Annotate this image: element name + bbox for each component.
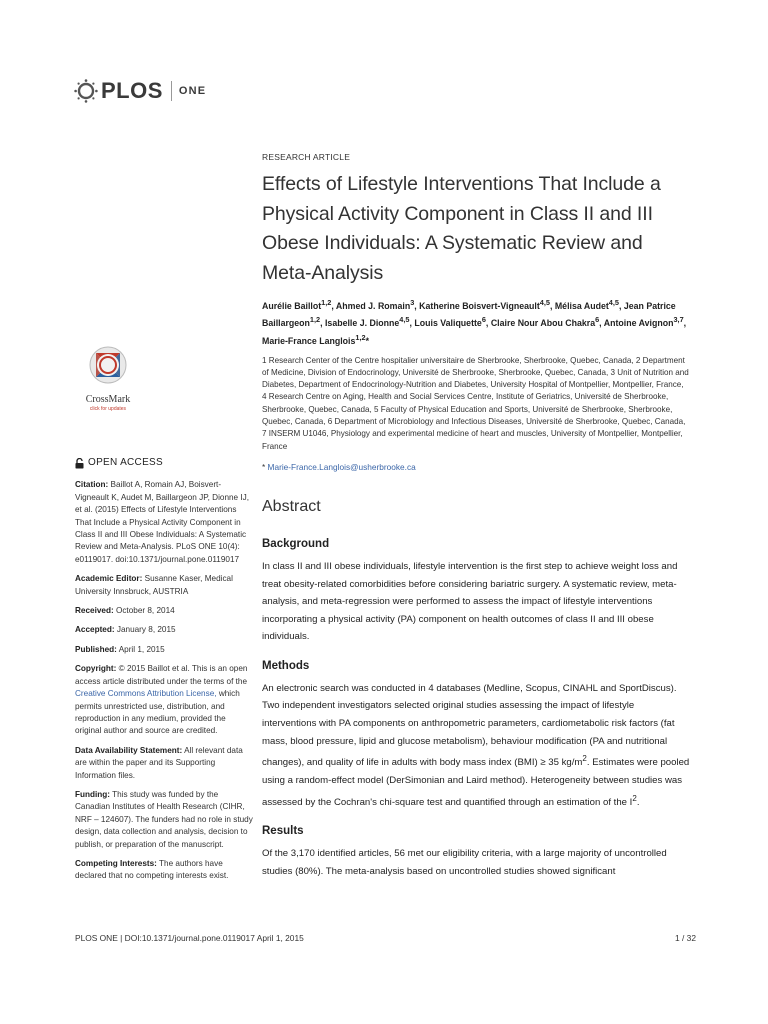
crossmark-sublabel: click for updates bbox=[89, 406, 127, 412]
corresponding-star: * bbox=[262, 461, 266, 472]
data-availability-block bbox=[75, 745, 253, 782]
received-block bbox=[75, 605, 253, 617]
author-affiliation-number: 6 bbox=[481, 315, 486, 325]
published-block bbox=[75, 644, 253, 656]
crossmark-badge[interactable] bbox=[76, 345, 140, 412]
competing-interests-text: The authors have declared that no competing interests exist. bbox=[75, 858, 229, 881]
open-lock-icon bbox=[75, 458, 84, 469]
author-name bbox=[262, 298, 336, 311]
author-name-text: Mélisa Audet bbox=[554, 300, 609, 311]
author-separator: , bbox=[414, 300, 420, 311]
methods-superscript-2: 2 bbox=[632, 793, 637, 803]
article-title: Effects of Lifestyle Interventions That Include a Physical Activity Component in Class II and III Obese Individuals: A Systematic Review and Meta-Analysis bbox=[262, 173, 661, 284]
author-separator: , bbox=[549, 300, 555, 311]
received-date: October 8, 2014 bbox=[115, 606, 175, 616]
author-separator: , bbox=[599, 318, 604, 329]
copyright-text: © 2015 Baillot et al. This is an open access article distributed under the terms of the bbox=[75, 664, 248, 686]
citation-block bbox=[75, 479, 253, 566]
author-name-text: Ahmed J. Romain bbox=[335, 300, 411, 311]
affiliations: 1 Research Center of the Centre hospitalier universitaire de Sherbrooke, Sherbrooke, Quebec, Canada, 2 Department of Medicine, Division of Endocrinology, Université de Sherbrooke, Sherbrooke, Quebec, Canada, 3 Unit of Nutrition and Diabetes, Department of Endocrinology-Nutrition and Diabetes, University Hospital of Montpellier, Montpellier, France, 4 Research Centre on Aging, Health and Social Services Centre, Institute of Geriatrics, Université de Sherbrooke, Sherbrooke, Quebec, Canada, 5 Faculty of Physical Education and Sports, Université de Sherbrooke, Sherbrooke, Quebec, Canada, 6 Department of Microbiology and Infectious Diseases, Université de Sherbrooke, Quebec, Canada, 7 INSERM U1046, Physiology and experimental medicine of heart and muscles, University of Montpellier, Montpellier, France bbox=[262, 355, 689, 451]
methods-text-part-2: . Estimates were pooled using a random-effect model (DerSimonian and Laird method). Heterogeneity between studies was assessed by the Cochran's chi-square test and quantified through an estimation of the I bbox=[262, 757, 690, 808]
accepted-block bbox=[75, 624, 253, 636]
author-name-text: Antoine Avignon bbox=[603, 318, 674, 329]
author-name-text: Jean Patrice Baillargeon bbox=[262, 300, 676, 329]
author-affiliation-number: 4,5 bbox=[608, 298, 619, 307]
data-availability-label: Data Availability Statement: bbox=[75, 745, 183, 755]
author-name-text: Louis Valiquette bbox=[414, 318, 482, 329]
author-affiliation-number: 1,2 bbox=[309, 315, 321, 325]
author-separator: , bbox=[618, 300, 624, 311]
author-name bbox=[324, 315, 415, 329]
article-type: RESEARCH ARTICLE bbox=[262, 152, 351, 162]
editor-label: Academic Editor: bbox=[75, 574, 143, 584]
results-heading: Results bbox=[262, 825, 304, 838]
plos-one-logo bbox=[74, 78, 206, 104]
author-name-text: Isabelle J. Dionne bbox=[324, 318, 400, 329]
editor-text: Susanne Kaser, Medical University Innsbruck, AUSTRIA bbox=[75, 574, 233, 596]
accepted-label: Accepted: bbox=[75, 625, 115, 635]
footer-citation: PLOS ONE | DOI:10.1371/journal.pone.0119017 April 1, 2015 bbox=[75, 933, 304, 943]
author-name-text: Marie-France Langlois bbox=[262, 335, 356, 346]
logo-plos-text: PLOS bbox=[101, 78, 163, 103]
author-name bbox=[554, 298, 624, 311]
open-access-badge bbox=[75, 457, 253, 469]
received-label: Received: bbox=[75, 606, 114, 616]
data-availability-text: All relevant data are within the paper and its Supporting Information files. bbox=[75, 745, 243, 780]
author-affiliation-number: 3,7 bbox=[673, 315, 684, 325]
author-separator: , bbox=[320, 318, 325, 329]
author-affiliation-number: 6 bbox=[595, 315, 600, 325]
copyright-text-end: which permits unrestricted use, distribution, and reproduction in any medium, provided the original author and source are credited. bbox=[75, 689, 240, 736]
author-name-text: Claire Nour Abou Chakra bbox=[490, 318, 596, 329]
author-affiliation-number: 3 bbox=[410, 298, 415, 307]
open-access-label: OPEN ACCESS bbox=[88, 457, 163, 468]
funding-label: Funding: bbox=[75, 789, 111, 799]
crossmark-icon bbox=[88, 345, 128, 391]
funding-block bbox=[75, 789, 253, 851]
author-affiliation-number: 1,2 bbox=[321, 298, 332, 307]
plos-logo-icon bbox=[74, 79, 98, 103]
abstract-heading: Abstract bbox=[262, 497, 321, 515]
author-name bbox=[419, 298, 555, 311]
logo-divider bbox=[171, 81, 172, 101]
author-affiliation-number: 4,5 bbox=[399, 315, 410, 325]
article-info-sidebar bbox=[75, 457, 253, 890]
author-separator: * bbox=[365, 335, 369, 346]
author-affiliation-number: 4,5 bbox=[539, 298, 550, 307]
citation-label: Citation: bbox=[75, 480, 109, 490]
background-text: In class II and III obese individuals, lifestyle intervention is the first step to achieve weight loss and treat obesity-related comorbidities before considering bariatric surgery. A systematic review, meta-analysis, and meta-regression were performed to assess the impact of lifestyle interventions incorporating a physical activity (PA) component on health outcomes of class II and III obese individuals. bbox=[262, 560, 678, 643]
author-name bbox=[335, 298, 420, 311]
published-label: Published: bbox=[75, 644, 117, 654]
author-separator: , bbox=[409, 318, 415, 329]
license-link[interactable]: Creative Commons Attribution License, bbox=[75, 689, 217, 699]
author-name bbox=[262, 333, 369, 346]
results-text: Of the 3,170 identified articles, 56 met our eligibility criteria, with a large majority of uncontrolled studies (80%). The meta-analysis based on uncontrolled studies showed significant bbox=[262, 848, 667, 878]
copyright-label: Copyright: bbox=[75, 664, 117, 674]
methods-text-part-3: . bbox=[636, 796, 640, 808]
author-name bbox=[414, 315, 491, 329]
author-list bbox=[262, 296, 690, 349]
logo-journal-text: ONE bbox=[178, 85, 207, 97]
article-main bbox=[262, 152, 690, 895]
methods-text bbox=[262, 680, 690, 812]
competing-interests-label: Competing Interests: bbox=[75, 858, 157, 868]
author-separator: , bbox=[331, 300, 336, 311]
methods-heading: Methods bbox=[262, 659, 310, 672]
competing-interests-block bbox=[75, 858, 253, 883]
author-name-text: Aurélie Baillot bbox=[262, 300, 322, 311]
crossmark-label: CrossMark bbox=[85, 394, 131, 405]
author-separator: , bbox=[485, 318, 491, 329]
accepted-date: January 8, 2015 bbox=[116, 625, 176, 635]
author-name bbox=[603, 315, 687, 329]
methods-text-part-1: An electronic search was conducted in 4 databases (Medline, Scopus, CINAHL and SportDiscus). Two independent investigators selected original studies assessing the impact of lifestyle interventions with PA components on anthropometric parameters, cardiometabolic risk factors (fat mass, blood pressure, lipid and glucose metabolism), behaviour modification (PA and nutritional changes), and quality of life in adults with body mass index (BMI) ≥ 35 kg/m bbox=[262, 682, 677, 769]
author-affiliation-number: 1,2 bbox=[355, 333, 366, 343]
editor-block bbox=[75, 573, 253, 598]
published-date: April 1, 2015 bbox=[118, 644, 165, 654]
methods-superscript-1: 2 bbox=[582, 754, 587, 764]
background-heading: Background bbox=[262, 537, 330, 550]
corresponding-author bbox=[262, 462, 690, 472]
corresponding-email-link[interactable]: Marie-France.Langlois@usherbrooke.ca bbox=[267, 461, 416, 472]
citation-text: Baillot A, Romain AJ, Boisvert-Vigneault K, Audet M, Baillargeon JP, Dionne IJ, et al. (2015) Effects of Lifestyle Interventions That Include a Physical Activity Component in Class II and III Obese Individuals: A Systematic Review and Meta-Analysis. PLoS ONE 10(4): e0119017. doi:10.1371/journal.pone.0119017 bbox=[75, 480, 250, 564]
funding-text: This study was funded by the Canadian Institutes of Health Research (CIHR, NRF – 124607). The funders had no role in study design, data collection and analysis, decision to publish, or preparation of the manuscript. bbox=[75, 789, 253, 849]
author-name-text: Katherine Boisvert-Vigneault bbox=[419, 300, 540, 311]
copyright-block bbox=[75, 663, 253, 737]
page-number: 1 / 32 bbox=[675, 933, 696, 943]
author-name bbox=[490, 315, 604, 329]
author-separator: , bbox=[683, 318, 687, 329]
